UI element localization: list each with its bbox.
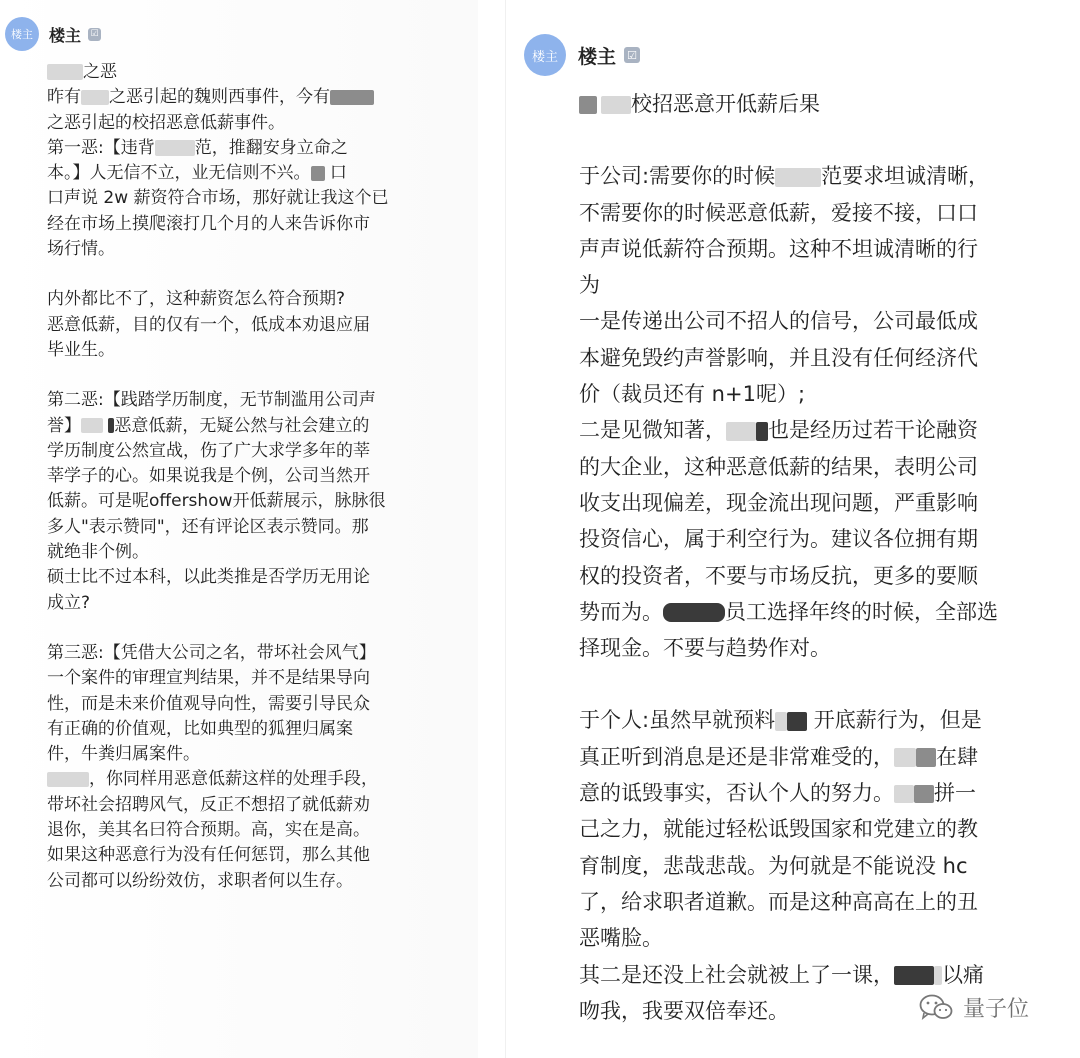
redacted-block	[47, 64, 83, 79]
redacted-block	[914, 785, 934, 804]
post-line: 就绝非个例。	[47, 542, 149, 563]
post-line: 毕业生。	[47, 339, 115, 360]
redacted-block	[894, 748, 916, 767]
redacted-block	[894, 785, 914, 804]
post-line: 内外都比不了，这种薪资怎么符合预期?	[47, 289, 346, 310]
paragraph-gap	[47, 616, 467, 641]
post-line: 吻我，我要双倍奉还。	[579, 998, 789, 1023]
redacted-block	[775, 168, 821, 187]
paragraph-gap	[579, 666, 1074, 702]
redacted-block	[756, 422, 768, 441]
post-line: 昨有 之恶引起的魏则西事件，今有	[47, 85, 467, 110]
wechat-icon	[919, 994, 953, 1022]
post-line: 权的投资者，不要与市场反抗，更多的要顺	[579, 563, 978, 588]
watermark-text: 量子位	[963, 997, 1030, 1022]
paragraph-gap	[47, 363, 467, 388]
redacted-block	[934, 966, 942, 985]
post-line: 第二恶:【践踏学历制度，无节制滥用公司声	[47, 390, 376, 411]
left-post-panel	[0, 0, 478, 1058]
post-line: 本。】人无信不立，业无信则不兴。 口	[47, 163, 347, 184]
post-line: 势而为。 员工选择年终的时候，全部选	[579, 599, 998, 624]
redacted-block	[601, 96, 631, 115]
avatar[interactable]: 楼主	[524, 34, 566, 76]
redacted-block	[579, 96, 597, 115]
post-line: 育制度，悲哉悲哉。为何就是不能说没 hc	[579, 853, 968, 878]
post-line: 经在市场上摸爬滚打几个月的人来告诉你市	[47, 213, 370, 234]
post-line: 择现金。不要与趋势作对。	[579, 636, 831, 661]
redacted-block	[81, 418, 103, 433]
post-line: 带坏社会招聘风气，反正不想招了就低薪劝	[47, 794, 370, 815]
paragraph-gap	[579, 122, 1074, 158]
redacted-block	[663, 603, 725, 622]
post-line: 性，而是未来价值观导向性，需要引导民众	[47, 693, 370, 714]
redacted-block	[311, 166, 325, 181]
redacted-block	[894, 966, 934, 985]
post-line: 声声说低薪符合预期。这种不坦诚清晰的行	[579, 236, 978, 261]
redacted-block	[787, 712, 807, 731]
post-line: ，你同样用恶意低薪这样的处理手段，	[47, 767, 467, 792]
verified-icon: ☑	[624, 47, 640, 63]
redacted-block	[916, 748, 936, 767]
post-line: 校招恶意开低薪后果	[579, 86, 1074, 122]
post-line: 于公司:需要你的时候 范要求坦诚清晰，	[579, 164, 990, 189]
post-line: 场行情。	[47, 239, 115, 260]
post-body	[579, 86, 1074, 1029]
post-line: 一是传递出公司不招人的信号，公司最低成	[579, 309, 978, 334]
post-line: 了，给求职者道歉。而是这种高高在上的丑	[579, 889, 978, 914]
redacted-block	[108, 418, 114, 433]
post-line: 成立?	[47, 592, 91, 613]
redacted-block	[775, 712, 787, 731]
post-line: 恶意低薪，目的仅有一个，低成本劝退应届	[47, 314, 370, 335]
author-name[interactable]: 楼主	[49, 25, 82, 45]
post-line: 不需要你的时候恶意低薪，爱接不接，口口	[579, 200, 978, 225]
post-line: 之恶	[47, 60, 467, 85]
redacted-block	[81, 90, 109, 105]
post-line: 收支出现偏差，现金流出现问题，严重影响	[579, 490, 978, 515]
post-line: 意的诋毁事实，否认个人的努力。 拼一	[579, 781, 976, 806]
post-line: 第三恶:【凭借大公司之名，带坏社会风气】	[47, 642, 376, 663]
post-line: 价（裁员还有 n+1呢）;	[579, 382, 806, 407]
paragraph-gap	[47, 262, 467, 287]
post-line: 多人"表示赞同"，还有评论区表示赞同。那	[47, 516, 369, 537]
post-line: 之恶引起的校招恶意低薪事件。	[47, 112, 285, 133]
post-line: 二是见微知著， 也是经历过若干论融资	[579, 418, 978, 443]
redacted-block	[726, 422, 756, 441]
post-body	[47, 60, 467, 894]
post-line: 件，牛粪归属案件。	[47, 744, 200, 765]
post-line: 真正听到消息是还是非常难受的， 在肆	[579, 744, 978, 769]
author-name[interactable]: 楼主	[578, 45, 617, 68]
post-line: 公司都可以纷纷效仿，求职者何以生存。	[47, 870, 353, 891]
post-line: 己之力，就能过轻松诋毁国家和党建立的教	[579, 817, 978, 842]
post-line: 一个案件的审理宣判结果，并不是结果导向	[47, 668, 370, 689]
post-line: 其二是还没上社会就被上了一课， 以痛	[579, 962, 984, 987]
post-line: 恶嘴脸。	[579, 926, 663, 951]
post-line: 有正确的价值观，比如典型的狐狸归属案	[47, 718, 353, 739]
post-line: 硕士比不过本科，以此类推是否学历无用论	[47, 567, 370, 588]
redacted-block	[330, 90, 374, 105]
post-line: 誉】 恶意低薪，无疑公然与社会建立的	[47, 415, 370, 436]
post-line: 本避免毁约声誉影响，并且没有任何经济代	[579, 345, 978, 370]
post-line: 第一恶:【违背 范，推翻安身立命之	[47, 137, 348, 158]
post-line: 的大企业，这种恶意低薪的结果，表明公司	[579, 454, 978, 479]
post-header	[5, 17, 101, 51]
avatar[interactable]: 楼主	[5, 17, 39, 51]
post-line: 投资信心，属于利空行为。建议各位拥有期	[579, 527, 978, 552]
post-line: 为	[579, 273, 600, 298]
post-header	[524, 34, 640, 76]
post-line: 莘学子的心。如果说我是个例，公司当然开	[47, 466, 370, 487]
post-line: 于个人:虽然早就预料 开底薪行为，但是	[579, 708, 982, 733]
post-line: 学历制度公然宣战，伤了广大求学多年的莘	[47, 440, 370, 461]
post-line: 退你，美其名曰符合预期。高，实在是高。	[47, 820, 370, 841]
verified-icon: ☑	[88, 28, 101, 41]
post-line: 低薪。可是呢offershow开低薪展示，脉脉很	[47, 491, 386, 512]
right-post-panel	[505, 0, 1080, 1058]
watermark	[919, 992, 1029, 1023]
redacted-block	[47, 772, 89, 787]
post-line: 口声说 2w 薪资符合市场，那好就让我这个已	[47, 188, 389, 209]
redacted-block	[155, 140, 195, 155]
post-line: 如果这种恶意行为没有任何惩罚，那么其他	[47, 845, 370, 866]
